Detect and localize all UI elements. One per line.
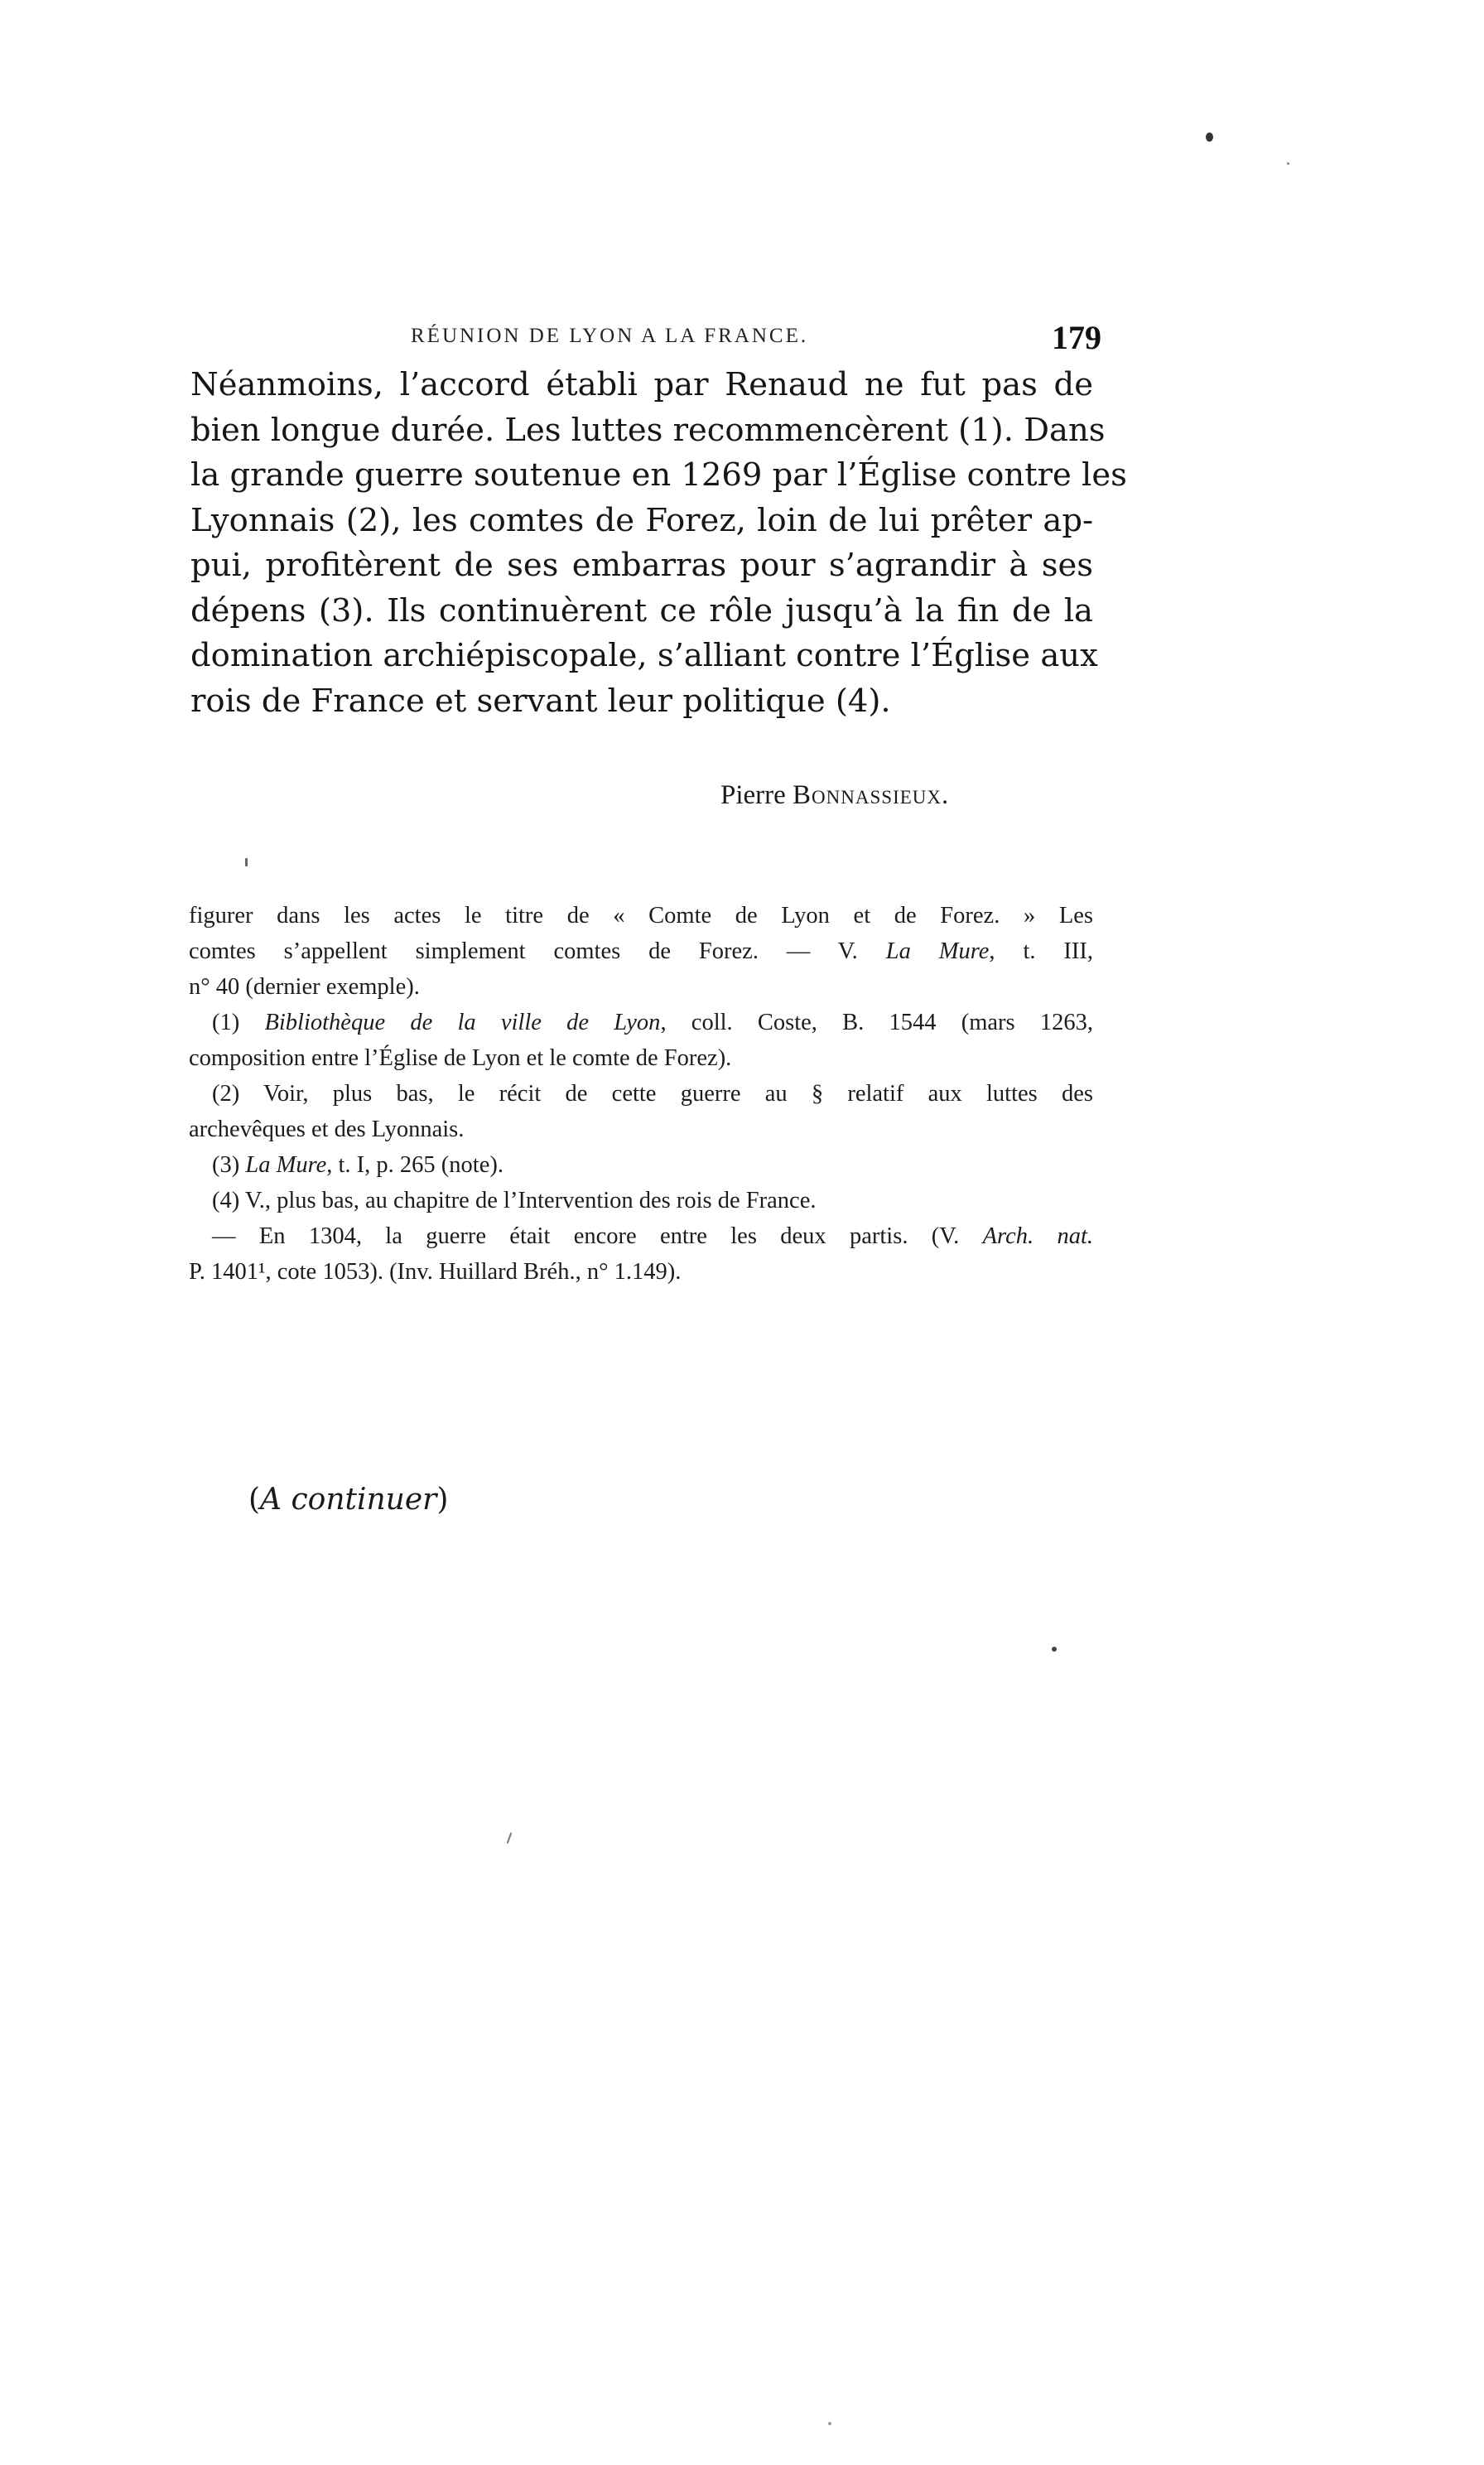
- footnote-continuation-line: n° 40 (dernier exemple).: [189, 974, 420, 1000]
- paragraph-line: dépens (3). Ils continuèrent ce rôle jusqu’à la fin de la: [190, 591, 1093, 630]
- footnote-text: V., plus bas, au chapitre de l’Intervention des rois de France.: [244, 1188, 817, 1213]
- scan-speck: [1206, 133, 1213, 142]
- page-number: 179: [1052, 319, 1101, 356]
- footnote-3: [189, 1147, 1093, 1183]
- footnote-continuation-line: [189, 933, 1093, 969]
- footnote-number: (3): [212, 1152, 240, 1178]
- paragraph-line: Lyonnais (2), les comtes de Forez, loin de lui prêter ap-: [190, 501, 1093, 539]
- footnote-number: (2): [212, 1081, 240, 1107]
- paragraph-line: domination archiépiscopale, s’alliant contre l’Église aux: [190, 637, 1098, 674]
- paragraph-line: pui, profitèrent de ses embarras pour s’agrandir à ses: [190, 547, 1093, 584]
- footnote-text: — En 1304, la guerre était encore entre les deux partis. (V.: [212, 1223, 983, 1249]
- footnote-text: comtes s’appellent simplement comtes de Forez. — V.: [189, 938, 886, 964]
- footnote-2: [189, 1076, 1093, 1112]
- paragraph-line: la grande guerre soutenue en 1269 par l’Église contre les: [190, 456, 1127, 494]
- footnote-4: [189, 1183, 1093, 1218]
- scan-speck: [1287, 162, 1289, 165]
- author-signature: [720, 780, 1118, 811]
- footnote-text: , coll. Coste, B. 1544 (mars 1263,: [660, 1010, 1093, 1035]
- running-head: [190, 318, 1101, 359]
- footnote-1: [189, 1005, 1093, 1040]
- scan-speck: [245, 858, 248, 866]
- paragraph-line: rois de France et servant leur politique (4).: [190, 682, 891, 720]
- paragraph-line: bien longue durée. Les luttes recommencèrent (1). Dans: [190, 411, 1106, 449]
- footnote-citation: Arch. nat.: [982, 1223, 1093, 1249]
- main-paragraph: [190, 363, 1127, 724]
- footnotes: [189, 898, 1093, 1290]
- continuation-text: A continuer: [260, 1483, 437, 1517]
- scan-speck: [1052, 1647, 1057, 1652]
- continuation-note: [248, 1483, 448, 1517]
- footnote-2-line-2: archevêques et des Lyonnais.: [189, 1117, 465, 1142]
- author-last-name: Bonnassieux.: [793, 780, 950, 810]
- footnote-4-line-3: P. 1401¹, cote 1053). (Inv. Huillard Bréh., n° 1.149).: [189, 1259, 682, 1285]
- paragraph-line: Néanmoins, l’accord établi par Renaud ne fut pas de: [190, 366, 1093, 403]
- running-title: RÉUNION DE LYON A LA FRANCE.: [411, 325, 809, 347]
- footnote-number: (1): [212, 1010, 240, 1035]
- footnote-text: Voir, plus bas, le récit de cette guerre au § relatif aux luttes des: [263, 1081, 1093, 1107]
- paren-close: ): [436, 1483, 449, 1517]
- footnote-number: (4): [212, 1188, 240, 1213]
- scan-speck: [828, 2422, 831, 2425]
- footnote-4-line-2: [189, 1218, 1093, 1254]
- footnote-citation: La Mure: [245, 1152, 327, 1178]
- footnote-1-line-2: composition entre l’Église de Lyon et le comte de Forez).: [189, 1045, 732, 1071]
- footnote-citation: La Mure: [885, 938, 990, 964]
- author-first-name: Pierre: [720, 780, 786, 810]
- scan-speck: [507, 1832, 513, 1844]
- paren-open: (: [248, 1483, 261, 1517]
- footnote-text: , t. I, p. 265 (note).: [326, 1152, 504, 1178]
- footnote-text: , t. III,: [989, 938, 1094, 964]
- footnote-citation: Bibliothèque de la ville de Lyon: [264, 1010, 661, 1035]
- footnote-continuation-line: figurer dans les actes le titre de « Comte de Lyon et de Forez. » Les: [189, 903, 1093, 929]
